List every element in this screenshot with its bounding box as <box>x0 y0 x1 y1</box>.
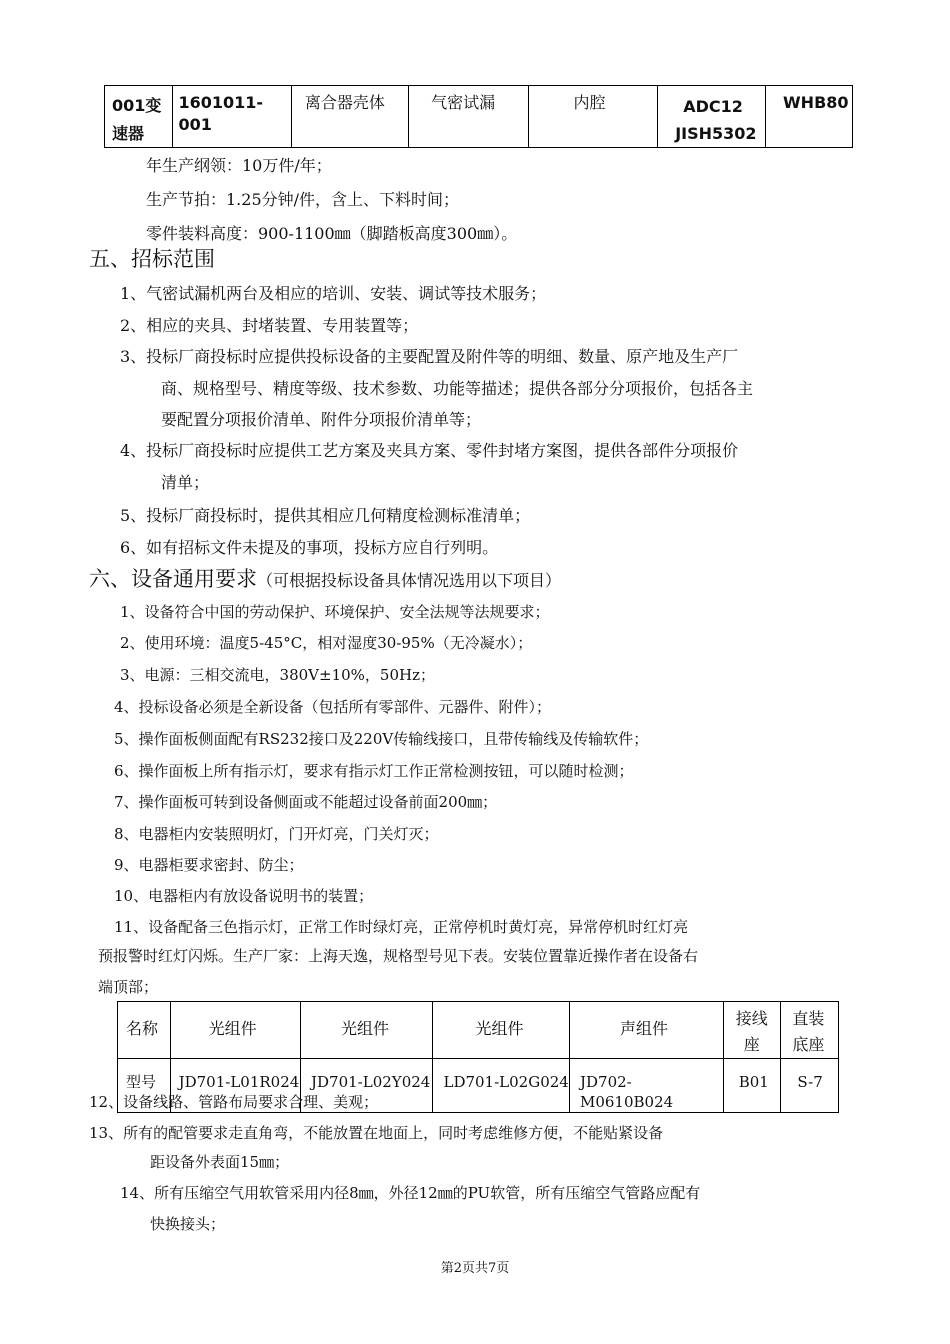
table-cell <box>723 1002 781 1059</box>
table-cell <box>569 1059 723 1113</box>
table-cell <box>173 86 291 148</box>
list-item: 10、电器柜内有放设备说明书的装置； <box>114 887 374 905</box>
list-item: 3、电源：三相交流电，380V±10%，50Hz； <box>120 666 435 684</box>
table-cell <box>301 1002 433 1059</box>
list-item-continued: 清单； <box>161 473 210 492</box>
table-cell <box>781 1002 839 1059</box>
list-item: 1、设备符合中国的劳动保护、环境保护、安全法规等法规要求； <box>120 603 550 621</box>
list-item-continued: 快换接头； <box>150 1215 226 1233</box>
cell-text: 速器 <box>112 124 145 143</box>
table-cell <box>781 1059 839 1113</box>
cell-text: 名称 <box>126 1019 159 1038</box>
cell-text: 声组件 <box>619 1019 668 1038</box>
list-item: 12、设备线路、管路布局要求合理、美观； <box>89 1093 379 1111</box>
list-item: 9、电器柜要求密封、防尘； <box>114 856 304 874</box>
list-item-continued: 商、规格型号、精度等级、技术参数、功能等描述；提供各部分分项报价，包括各主 <box>161 379 754 398</box>
table-cell <box>291 86 408 148</box>
cell-text: 离合器壳体 <box>304 93 385 112</box>
cell-text: 光组件 <box>475 1019 524 1038</box>
table-cell <box>723 1059 781 1113</box>
list-item: 2、使用环境：温度5-45°C，相对湿度30-95%（无冷凝水）； <box>120 634 533 652</box>
takt-time-line: 生产节拍：1.25分钟/件，含上、下料时间； <box>146 190 460 209</box>
section-6-title: 六、设备通用要求 <box>89 567 257 591</box>
section-6-note: （可根据投标设备具体情况选用以下项目） <box>257 571 562 590</box>
table-cell <box>528 86 658 148</box>
section-5-title: 五、招标范围 <box>89 247 215 271</box>
cell-text: 光组件 <box>208 1019 257 1038</box>
list-item: 7、操作面板可转到设备侧面或不能超过设备前面200㎜； <box>114 793 498 811</box>
cell-text: 型号 <box>126 1073 157 1091</box>
cell-text: B01 <box>738 1073 769 1091</box>
loading-height-line: 零件装料高度：900-1100㎜（脚踏板高度300㎜）。 <box>146 224 518 243</box>
table-cell <box>409 86 528 148</box>
table-cell <box>569 1002 723 1059</box>
cell-text: 接线 <box>735 1009 768 1028</box>
page-footer: 第2页共7页 <box>440 1261 510 1276</box>
section-6-title-line <box>89 566 561 594</box>
list-item: 13、所有的配管要求走直角弯，不能放置在地面上，同时考虑维修方便，不能贴紧设备 <box>89 1124 664 1142</box>
table-cell <box>170 1002 300 1059</box>
cell-text: 气密试漏 <box>431 93 496 112</box>
list-item: 2、相应的夹具、封堵装置、专用装置等； <box>120 316 419 335</box>
cell-text: JD702-M0610B024 <box>579 1073 674 1111</box>
cell-text: S-7 <box>797 1073 823 1091</box>
part-info-table <box>104 85 853 148</box>
list-item: 1、气密试漏机两台及相应的培训、安装、调试等技术服务； <box>120 284 547 303</box>
list-item: 14、所有压缩空气用软管采用内径8㎜，外径12㎜的PU软管，所有压缩空气管路应配有 <box>120 1184 701 1202</box>
table-cell <box>105 86 173 148</box>
list-item: 5、操作面板侧面配有RS232接口及220V传输线接口，且带传输线及传输软件； <box>114 730 649 748</box>
cell-text: JD701-L02Y024 <box>311 1073 431 1091</box>
cell-text: ADC12 <box>683 97 743 116</box>
table-cell <box>433 1002 570 1059</box>
cell-text: 座 <box>743 1035 760 1054</box>
cell-text: 内腔 <box>573 93 606 112</box>
list-item: 8、电器柜内安装照明灯，门开灯亮，门关灯灭； <box>114 825 439 843</box>
list-item: 4、投标设备必须是全新设备（包括所有零部件、元器件、附件）； <box>114 698 552 716</box>
list-item-continued: 预报警时红灯闪烁。生产厂家：上海天逸，规格型号见下表。安装位置靠近操作者在设备右 <box>98 947 699 965</box>
cell-text: 光组件 <box>341 1019 390 1038</box>
table-cell <box>118 1002 171 1059</box>
list-item-continued: 距设备外表面15㎜； <box>150 1153 290 1171</box>
list-item: 4、投标厂商投标时应提供工艺方案及夹具方案、零件封堵方案图，提供各部件分项报价 <box>120 441 739 460</box>
list-item: 3、投标厂商投标时应提供投标设备的主要配置及附件等的明细、数量、原产地及生产厂 <box>120 347 739 366</box>
table-cell <box>433 1059 570 1113</box>
cell-text: JD701-L01R024 <box>178 1073 300 1091</box>
list-item: 6、如有招标文件未提及的事项，投标方应自行列明。 <box>120 538 499 557</box>
list-item: 5、投标厂商投标时，提供其相应几何精度检测标准清单； <box>120 506 531 525</box>
cell-text: 1601011-001 <box>178 93 264 134</box>
table-cell <box>658 86 766 148</box>
production-volume-line: 年生产纲领：10万件/年； <box>146 156 332 175</box>
cell-text: 直装 <box>792 1009 825 1028</box>
cell-text: 001变 <box>112 96 162 115</box>
list-item-continued: 端顶部； <box>98 978 159 996</box>
cell-text: 底座 <box>792 1035 825 1054</box>
list-item: 11、设备配备三色指示灯，正常工作时绿灯亮，正常停机时黄灯亮，异常停机时红灯亮 <box>114 918 689 936</box>
cell-text: JISH5302 <box>675 124 757 143</box>
list-item-continued: 要配置分项报价清单、附件分项报价清单等； <box>161 410 482 429</box>
cell-text: WHB80 <box>783 93 849 112</box>
cell-text: LD701-L02G024 <box>443 1073 569 1091</box>
table-cell <box>766 86 853 148</box>
list-item: 6、操作面板上所有指示灯，要求有指示灯工作正常检测按钮，可以随时检测； <box>114 762 634 780</box>
